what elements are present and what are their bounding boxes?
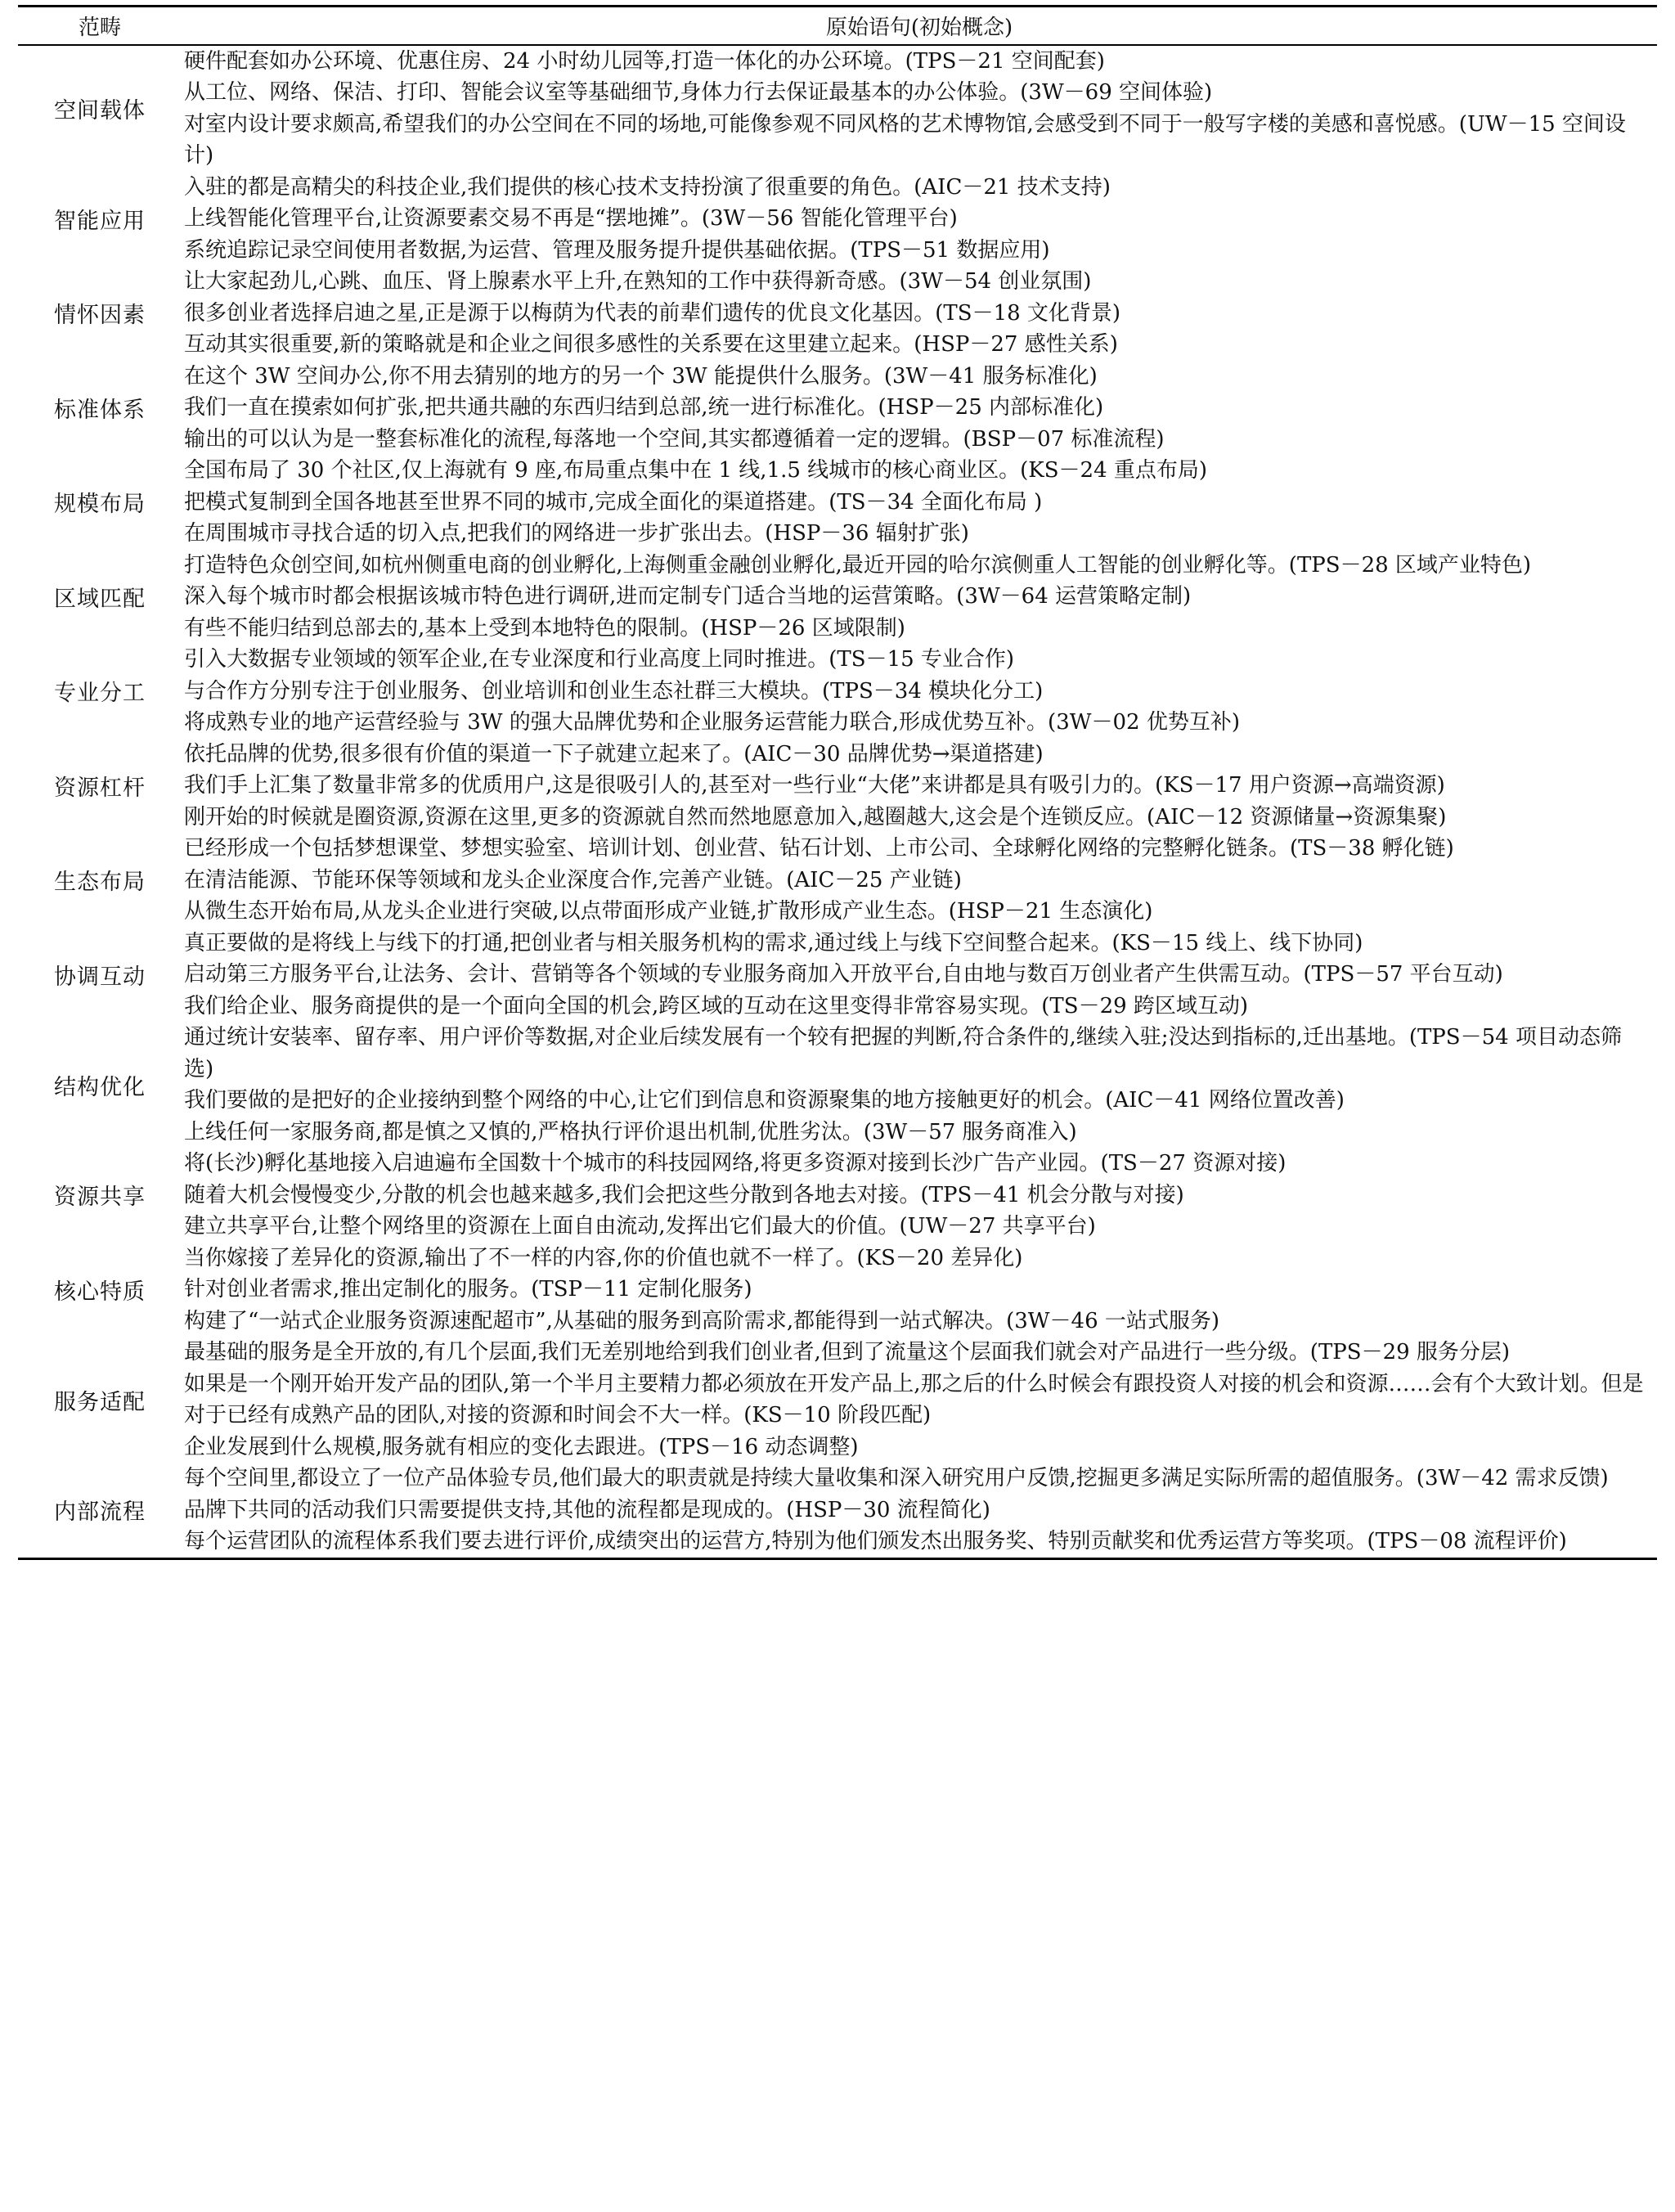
statements-cell bbox=[182, 833, 1657, 928]
statement-entry: 系统追踪记录空间使用者数据,为运营、管理及服务提升提供基础依据。(TPS－51 数据应用) bbox=[184, 237, 1050, 263]
category-cell: 结构优化 bbox=[54, 1074, 146, 1100]
statement-entry: 我们一直在摸索如何扩张,把共通共融的东西归结到总部,统一进行标准化。(HSP－25 内部标准化) bbox=[184, 395, 1104, 420]
category-cell: 规模布局 bbox=[54, 492, 146, 518]
table-row bbox=[18, 1148, 1657, 1243]
statement-entry: 针对创业者需求,推出定制化的服务。(TSP－11 定制化服务) bbox=[184, 1277, 752, 1302]
statement-entry: 输出的可以认为是一整套标准化的流程,每落地一个空间,其实都遵循着一定的逻辑。(BSP－07 标准流程) bbox=[184, 426, 1165, 452]
statement-entry: 从工位、网络、保洁、打印、智能会议室等基础细节,身体力行去保证最基本的办公体验。(3W－69 空间体验) bbox=[184, 80, 1213, 105]
statement-entry: 我们手上汇集了数量非常多的优质用户,这是很吸引人的,甚至对一些行业“大佬”来讲都是具有吸引力的。(KS－17 用户资源→高端资源) bbox=[184, 773, 1445, 798]
statement-entry: 很多创业者选择启迪之星,正是源于以梅荫为代表的前辈们遗传的优良文化基因。(TS－18 文化背景) bbox=[184, 300, 1121, 326]
category-cell: 标准体系 bbox=[54, 397, 146, 423]
statement-entry: 深入每个城市时都会根据该城市特色进行调研,进而定制专门适合当地的运营策略。(3W－64 运营策略定制) bbox=[184, 584, 1192, 609]
statements-cell bbox=[182, 1337, 1657, 1463]
statement-entry: 最基础的服务是全开放的,有几个层面,我们无差别地给到我们创业者,但到了流量这个层面我们就会对产品进行一些分级。(TPS－29 服务分层) bbox=[184, 1340, 1511, 1365]
table-row bbox=[18, 266, 1657, 361]
statements-cell bbox=[182, 45, 1657, 172]
statement-entry: 将(长沙)孵化基地接入启迪遍布全国数十个城市的科技园网络,将更多资源对接到长沙广告产业园。(TS－27 资源对接) bbox=[184, 1151, 1287, 1176]
statement-entry: 每个空间里,都设立了一位产品体验专员,他们最大的职责就是持续大量收集和深入研究用户反馈,挖掘更多满足实际所需的超值服务。(3W－42 需求反馈) bbox=[184, 1466, 1609, 1490]
statement-entry: 依托品牌的优势,很多很有价值的渠道一下子就建立起来了。(AIC－30 品牌优势→渠道搭建) bbox=[184, 741, 1044, 767]
statement-entry: 启动第三方服务平台,让法务、会计、营销等各个领域的专业服务商加入开放平台,自由地与数百万创业者产生供需互动。(TPS－57 平台互动) bbox=[184, 962, 1503, 987]
category-cell: 生态布局 bbox=[54, 870, 146, 896]
statements-cell bbox=[182, 1463, 1657, 1558]
statements-cell bbox=[182, 361, 1657, 456]
statements-cell bbox=[182, 1243, 1657, 1338]
table-row bbox=[18, 172, 1657, 267]
statement-entry: 全国布局了 30 个社区,仅上海就有 9 座,布局重点集中在 1 线,1.5 线城市的核心商业区。(KS－24 重点布局) bbox=[184, 458, 1208, 483]
category-cell: 协调互动 bbox=[54, 964, 146, 990]
concept-table bbox=[18, 5, 1657, 1560]
statement-entry: 当你嫁接了差异化的资源,输出了不一样的内容,你的价值也就不一样了。(KS－20 差异化) bbox=[184, 1245, 1023, 1270]
table-row bbox=[18, 644, 1657, 739]
statement-entry: 从微生态开始布局,从龙头企业进行突破,以点带面形成产业链,扩散形成产业生态。(HSP－21 生态演化) bbox=[184, 899, 1153, 924]
statement-entry: 有些不能归结到总部去的,基本上受到本地特色的限制。(HSP－26 区域限制) bbox=[184, 615, 905, 641]
statement-entry: 硬件配套如办公环境、优惠住房、24 小时幼儿园等,打造一体化的办公环境。(TPS－21 空间配套) bbox=[184, 48, 1105, 74]
statement-entry: 构建了“一站式企业服务资源速配超市”,从基础的服务到高阶需求,都能得到一站式解决。(3W－46 一站式服务) bbox=[184, 1308, 1220, 1333]
category-cell: 智能应用 bbox=[54, 208, 146, 234]
header-category: 范畴 bbox=[18, 7, 182, 45]
statements-cell bbox=[182, 1148, 1657, 1243]
statements-cell bbox=[182, 928, 1657, 1023]
statement-entry: 企业发展到什么规模,服务就有相应的变化去跟进。(TPS－16 动态调整) bbox=[184, 1434, 859, 1459]
category-cell: 核心特质 bbox=[54, 1279, 146, 1305]
category-cell: 空间载体 bbox=[54, 98, 146, 124]
statements-cell bbox=[182, 172, 1657, 267]
statements-cell bbox=[182, 455, 1657, 550]
header-statements: 原始语句(初始概念) bbox=[182, 7, 1657, 45]
statement-entry: 对室内设计要求颇高,希望我们的办公空间在不同的场地,可能像参观不同风格的艺术博物馆,会感受到不同于一般写字楼的美感和喜悦感。(UW－15 空间设计) bbox=[184, 111, 1626, 168]
statement-entry: 我们给企业、服务商提供的是一个面向全国的机会,跨区域的互动在这里变得非常容易实现。(TS－29 跨区域互动) bbox=[184, 993, 1249, 1018]
statement-entry: 把模式复制到全国各地甚至世界不同的城市,完成全面化的渠道搭建。(TS－34 全面化布局 ) bbox=[184, 489, 1043, 515]
table-row bbox=[18, 833, 1657, 928]
statement-entry: 随着大机会慢慢变少,分散的机会也越来越多,我们会把这些分散到各地去对接。(TPS－41 机会分散与对接) bbox=[184, 1182, 1184, 1207]
table-row bbox=[18, 739, 1657, 834]
category-cell: 区域匹配 bbox=[54, 586, 146, 612]
statement-entry: 打造特色众创空间,如杭州侧重电商的创业孵化,上海侧重金融创业孵化,最近开园的哈尔滨侧重人工智能的创业孵化等。(TPS－28 区域产业特色) bbox=[184, 552, 1532, 578]
category-cell: 情怀因素 bbox=[54, 303, 146, 329]
table-row bbox=[18, 1463, 1657, 1558]
statement-entry: 让大家起劲儿,心跳、血压、肾上腺素水平上升,在熟知的工作中获得新奇感。(3W－54 创业氛围) bbox=[184, 269, 1092, 294]
statement-entry: 互动其实很重要,新的策略就是和企业之间很多感性的关系要在这里建立起来。(HSP－27 感性关系) bbox=[184, 332, 1118, 357]
statement-entry: 在清洁能源、节能环保等领域和龙头企业深度合作,完善产业链。(AIC－25 产业链) bbox=[184, 867, 962, 892]
statements-cell bbox=[182, 550, 1657, 645]
table-row bbox=[18, 361, 1657, 456]
statement-entry: 在周围城市寻找合适的切入点,把我们的网络进一步扩张出去。(HSP－36 辐射扩张) bbox=[184, 521, 969, 546]
statement-entry: 将成熟专业的地产运营经验与 3W 的强大品牌优势和企业服务运营能力联合,形成优势互补。(3W－02 优势互补) bbox=[184, 710, 1240, 735]
category-cell: 服务适配 bbox=[54, 1389, 146, 1415]
table-body bbox=[18, 45, 1657, 1559]
statement-entry: 每个运营团队的流程体系我们要去进行评价,成绩突出的运营方,特别为他们颁发杰出服务奖、特别贡献奖和优秀运营方等奖项。(TPS－08 流程评价) bbox=[184, 1529, 1567, 1553]
category-cell: 资源共享 bbox=[54, 1185, 146, 1211]
statements-cell bbox=[182, 1022, 1657, 1148]
table-row bbox=[18, 928, 1657, 1023]
category-cell: 内部流程 bbox=[18, 1463, 182, 1558]
statement-entry: 与合作方分别专注于创业服务、创业培训和创业生态社群三大模块。(TPS－34 模块化分工) bbox=[184, 678, 1044, 704]
statement-entry: 引入大数据专业领域的领军企业,在专业深度和行业高度上同时推进。(TS－15 专业合作) bbox=[184, 647, 1015, 672]
table-row bbox=[18, 45, 1657, 172]
statement-entry: 品牌下共同的活动我们只需要提供支持,其他的流程都是现成的。(HSP－30 流程简化) bbox=[184, 1497, 990, 1522]
statement-entry: 上线智能化管理平台,让资源要素交易不再是“摆地摊”。(3W－56 智能化管理平台) bbox=[184, 206, 958, 231]
table-row bbox=[18, 1243, 1657, 1338]
table-row bbox=[18, 550, 1657, 645]
statements-cell bbox=[182, 266, 1657, 361]
category-cell: 专业分工 bbox=[54, 681, 146, 707]
table-row bbox=[18, 455, 1657, 550]
statement-entry: 在这个 3W 空间办公,你不用去猜别的地方的另一个 3W 能提供什么服务。(3W－41 服务标准化) bbox=[184, 363, 1098, 389]
statement-entry: 建立共享平台,让整个网络里的资源在上面自由流动,发挥出它们最大的价值。(UW－27 共享平台) bbox=[184, 1214, 1096, 1239]
statement-entry: 入驻的都是高精尖的科技企业,我们提供的核心技术支持扮演了很重要的角色。(AIC－21 技术支持) bbox=[184, 174, 1111, 200]
statement-entry: 真正要做的是将线上与线下的打通,把创业者与相关服务机构的需求,通过线上与线下空间整合起来。(KS－15 线上、线下协同) bbox=[184, 930, 1363, 955]
table-row bbox=[18, 1022, 1657, 1148]
statement-entry: 刚开始的时候就是圈资源,资源在这里,更多的资源就自然而然地愿意加入,越圈越大,这会是个连锁反应。(AIC－12 资源储量→资源集聚) bbox=[184, 804, 1447, 830]
statement-entry: 如果是一个刚开始开发产品的团队,第一个半月主要精力都必须放在开发产品上,那之后的什么时候会有跟投资人对接的机会和资源……会有个大致计划。但是对于已经有成熟产品的团队,对接的资源和时间会不大一样。(KS－10 阶段匹配) bbox=[184, 1371, 1644, 1427]
table-header-row bbox=[18, 7, 1657, 45]
statement-entry: 已经形成一个包括梦想课堂、梦想实验室、培训计划、创业营、钻石计划、上市公司、全球孵化网络的完整孵化链条。(TS－38 孵化链) bbox=[184, 836, 1454, 861]
category-cell: 资源杠杆 bbox=[54, 775, 146, 801]
statement-entry: 我们要做的是把好的企业接纳到整个网络的中心,让它们到信息和资源聚集的地方接触更好的机会。(AIC－41 网络位置改善) bbox=[184, 1088, 1345, 1113]
statement-entry: 上线任何一家服务商,都是慎之又慎的,严格执行评价退出机制,优胜劣汰。(3W－57 服务商准入) bbox=[184, 1119, 1077, 1144]
statement-entry: 通过统计安装率、留存率、用户评价等数据,对企业后续发展有一个较有把握的判断,符合条件的,继续入驻;没达到指标的,迁出基地。(TPS－54 项目动态筛选) bbox=[184, 1025, 1622, 1081]
statements-cell bbox=[182, 644, 1657, 739]
table-row bbox=[18, 1337, 1657, 1463]
statements-cell bbox=[182, 739, 1657, 834]
